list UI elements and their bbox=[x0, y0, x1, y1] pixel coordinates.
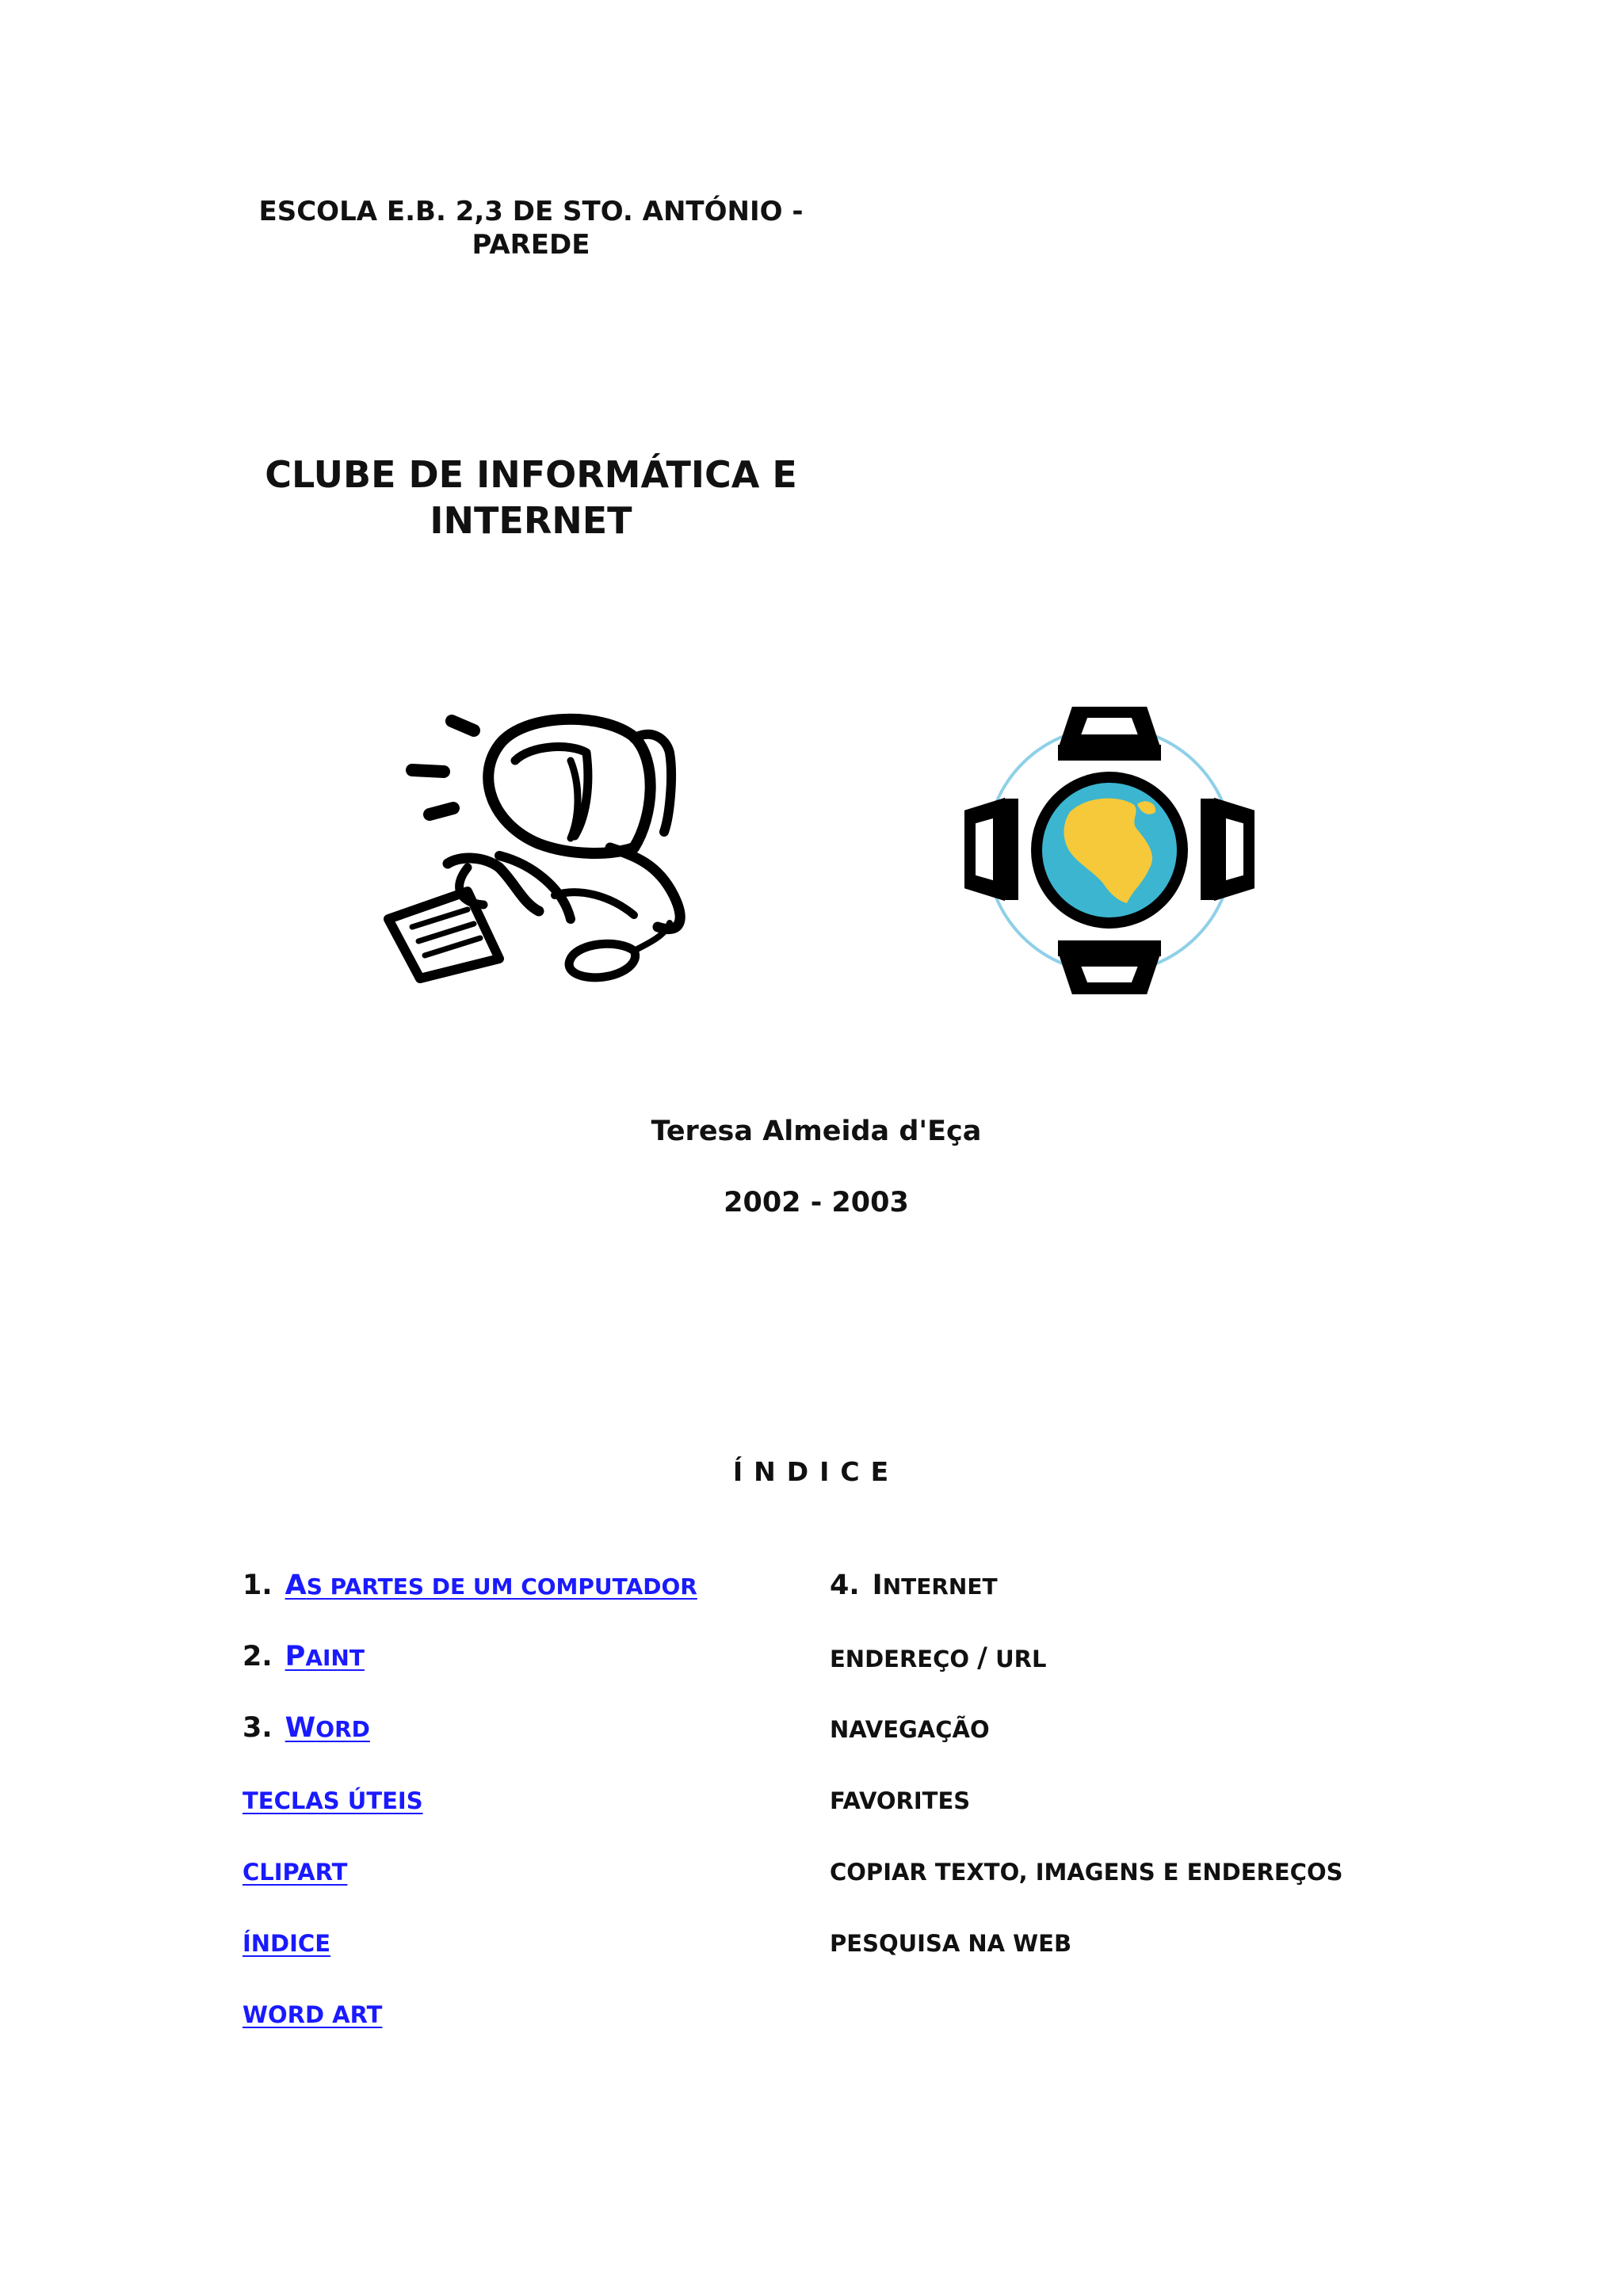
toc-item-favorites: FAVORITES bbox=[830, 1787, 971, 1814]
index-title: ÍNDICE bbox=[732, 1456, 900, 1487]
club-title-line1: CLUBE DE INFORMÁTICA E bbox=[265, 453, 797, 496]
club-title bbox=[230, 452, 832, 543]
toc-link-word-art[interactable]: WORD ART bbox=[242, 2001, 383, 2028]
toc-link-paint[interactable]: PAINT bbox=[285, 1641, 365, 1672]
globe-network-icon bbox=[959, 693, 1260, 1002]
toc-link-useful-keys[interactable]: TECLAS ÚTEIS bbox=[242, 1787, 423, 1814]
toc-link-clipart[interactable]: CLIPART bbox=[242, 1859, 348, 1886]
toc-link-word[interactable]: WORD bbox=[285, 1712, 370, 1744]
toc-item-paint[interactable] bbox=[242, 1641, 365, 1672]
toc-item-navigation: NAVEGAÇÃO bbox=[830, 1716, 990, 1743]
toc-number: 4. bbox=[830, 1569, 860, 1601]
toc-separator: / bbox=[977, 1642, 987, 1674]
toc-item-word[interactable] bbox=[242, 1712, 370, 1744]
toc-link-computer-parts[interactable]: AS PARTES DE UM COMPUTADOR bbox=[285, 1569, 697, 1601]
toc-label-internet: INTERNET bbox=[872, 1569, 998, 1601]
toc-link-index[interactable]: ÍNDICE bbox=[242, 1930, 331, 1957]
computer-user-icon bbox=[372, 697, 697, 998]
toc-label-url: URL bbox=[995, 1646, 1047, 1672]
toc-item-internet bbox=[830, 1569, 998, 1601]
school-name-line1: ESCOLA E.B. 2,3 DE STO. ANTÓNIO - bbox=[258, 196, 804, 227]
toc-item-computer-parts[interactable] bbox=[242, 1569, 697, 1601]
school-name bbox=[230, 195, 832, 261]
toc-label-address: ENDEREÇO bbox=[830, 1646, 970, 1672]
author-name: Teresa Almeida d'Eça bbox=[651, 1116, 982, 1147]
toc-item-address-url bbox=[830, 1642, 1046, 1674]
toc-number: 1. bbox=[242, 1569, 273, 1601]
toc-item-copy-text: COPIAR TEXTO, IMAGENS E ENDEREÇOS bbox=[830, 1859, 1343, 1886]
school-year: 2002 - 2003 bbox=[724, 1187, 909, 1219]
school-name-line2: PAREDE bbox=[472, 229, 590, 261]
toc-number: 3. bbox=[242, 1712, 273, 1744]
toc-item-web-search: PESQUISA NA WEB bbox=[830, 1930, 1072, 1957]
club-title-line2: INTERNET bbox=[430, 499, 632, 542]
toc-number: 2. bbox=[242, 1641, 273, 1672]
